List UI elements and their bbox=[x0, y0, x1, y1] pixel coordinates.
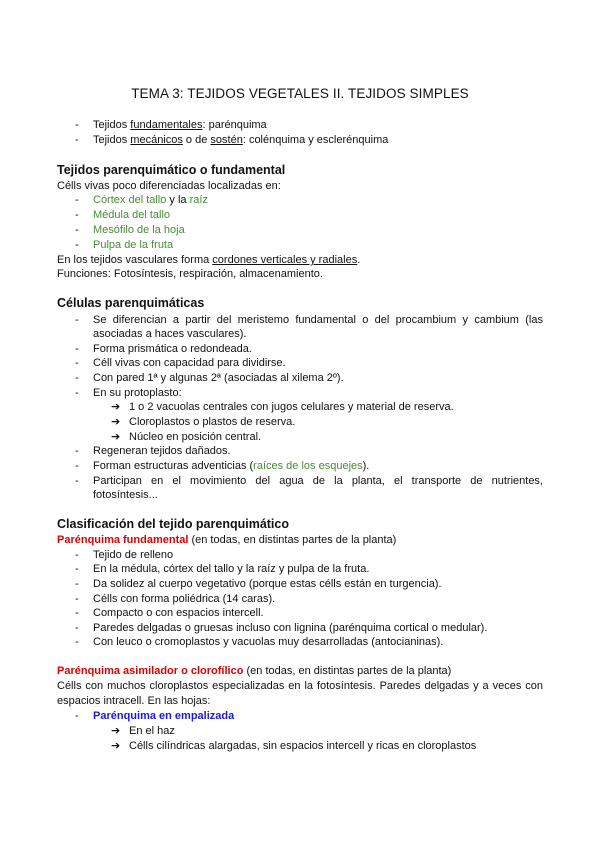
list-item-continuation: asociadas a haces vasculares). bbox=[93, 328, 247, 340]
paragraph-funciones: Funciones: Fotosíntesis, respiración, almacenamiento. bbox=[57, 268, 323, 280]
bullet-dash: - bbox=[75, 239, 79, 251]
list-item-empalizada: Parénquima en empalizada bbox=[93, 710, 235, 722]
list-item: Con leuco o cromoplastos y vacuolas muy desarrolladas (antocianinas). bbox=[93, 636, 444, 648]
bullet-dash: - bbox=[75, 563, 79, 575]
list-item: Forma prismática o redondeada. bbox=[93, 343, 252, 355]
bullet-dash: - bbox=[75, 445, 79, 457]
bullet-dash: - bbox=[75, 314, 79, 326]
arrow-icon: ➔ bbox=[111, 725, 121, 737]
bullet-dash: - bbox=[75, 636, 79, 648]
arrow-icon: ➔ bbox=[111, 740, 121, 752]
list-item: Da solidez al cuerpo vegetativo (porque estas célls están en turgencia). bbox=[93, 578, 442, 590]
list-item-continuation: fotosíntesis... bbox=[93, 489, 158, 501]
bullet-dash: - bbox=[75, 209, 79, 221]
bullet-dash: - bbox=[75, 710, 79, 722]
bullet-dash: - bbox=[75, 357, 79, 369]
list-item: Tejido de relleno bbox=[93, 549, 174, 561]
list-item: Pulpa de la fruta bbox=[93, 239, 174, 251]
intro-item-1: Tejidos fundamentales: parénquima bbox=[93, 119, 267, 131]
bullet-dash: - bbox=[75, 372, 79, 384]
paragraph-lead: Célls vivas poco diferenciadas localizadas en: bbox=[57, 180, 281, 192]
section-heading-parenquimatico: Tejidos parenquimático o fundamental bbox=[57, 163, 286, 177]
bullet-dash: - bbox=[75, 194, 79, 206]
bullet-dash: - bbox=[75, 224, 79, 236]
section-heading-celulas: Células parenquimáticas bbox=[57, 296, 205, 310]
section-heading-clasificacion: Clasificación del tejido parenquimático bbox=[57, 517, 289, 531]
list-item: Se diferencian a partir del meristemo fundamental o del procambium y cambium (las bbox=[93, 314, 543, 326]
list-item: Con pared 1ª y algunas 2ª (asociadas al xilema 2º). bbox=[93, 372, 344, 384]
sub-list-item: Célls cilíndricas alargadas, sin espacios intercell y ricas en cloroplastos bbox=[129, 740, 477, 752]
paragraph-asimilador: Célls con muchos cloroplastos especializadas en la fotosíntesis. Paredes delgadas y a veces con bbox=[57, 680, 543, 692]
subsection-parenquima-asimilador: Parénquima asimilador o clorofílico (en todas, en distintas partes de la planta) bbox=[57, 665, 452, 677]
list-item: Participan en el movimiento del agua de la planta, el transporte de nutrientes, bbox=[93, 475, 543, 487]
bullet-dash: - bbox=[75, 622, 79, 634]
bullet-dash: - bbox=[75, 593, 79, 605]
list-item: Córtex del tallo y la raíz bbox=[93, 194, 208, 206]
list-item: En la médula, córtex del tallo y la raíz y pulpa de la fruta. bbox=[93, 563, 370, 575]
arrow-icon: ➔ bbox=[111, 401, 121, 413]
bullet-dash: - bbox=[75, 460, 79, 472]
list-item: Forman estructuras adventicias (raíces de los esquejes). bbox=[93, 460, 370, 472]
sub-list-item: En el haz bbox=[129, 725, 175, 737]
bullet-dash: - bbox=[75, 475, 79, 487]
paragraph-asimilador-continuation: espacios intracell. En las hojas: bbox=[57, 695, 211, 707]
bullet-dash: - bbox=[75, 119, 79, 131]
list-item: Céll vivas con capacidad para dividirse. bbox=[93, 357, 286, 369]
sub-list-item: 1 o 2 vacuolas centrales con jugos celulares y material de reserva. bbox=[129, 401, 454, 413]
bullet-dash: - bbox=[75, 134, 79, 146]
bullet-dash: - bbox=[75, 549, 79, 561]
bullet-dash: - bbox=[75, 578, 79, 590]
list-item: En su protoplasto: bbox=[93, 387, 182, 399]
arrow-icon: ➔ bbox=[111, 416, 121, 428]
bullet-dash: - bbox=[75, 387, 79, 399]
list-item: Mesófilo de la hoja bbox=[93, 224, 185, 236]
list-item: Regeneran tejidos dañados. bbox=[93, 445, 231, 457]
sub-list-item: Cloroplastos o plastos de reserva. bbox=[129, 416, 296, 428]
sub-list-item: Núcleo en posición central. bbox=[129, 431, 262, 443]
paragraph-vasculares: En los tejidos vasculares forma cordones verticales y radiales. bbox=[57, 254, 361, 266]
list-item: Médula del tallo bbox=[93, 209, 171, 221]
list-item: Célls con forma poliédrica (14 caras). bbox=[93, 593, 276, 605]
bullet-dash: - bbox=[75, 343, 79, 355]
list-item: Compacto o con espacios intercell. bbox=[93, 607, 264, 619]
page-title: TEMA 3: TEJIDOS VEGETALES II. TEJIDOS SIMPLES bbox=[131, 86, 469, 101]
bullet-dash: - bbox=[75, 607, 79, 619]
list-item: Paredes delgadas o gruesas incluso con lignina (parénquima cortical o medular). bbox=[93, 622, 488, 634]
intro-item-2: Tejidos mecánicos o de sostén: colénquima y esclerénquima bbox=[93, 134, 389, 146]
subsection-parenquima-fundamental: Parénquima fundamental (en todas, en distintas partes de la planta) bbox=[57, 534, 397, 546]
arrow-icon: ➔ bbox=[111, 431, 121, 443]
